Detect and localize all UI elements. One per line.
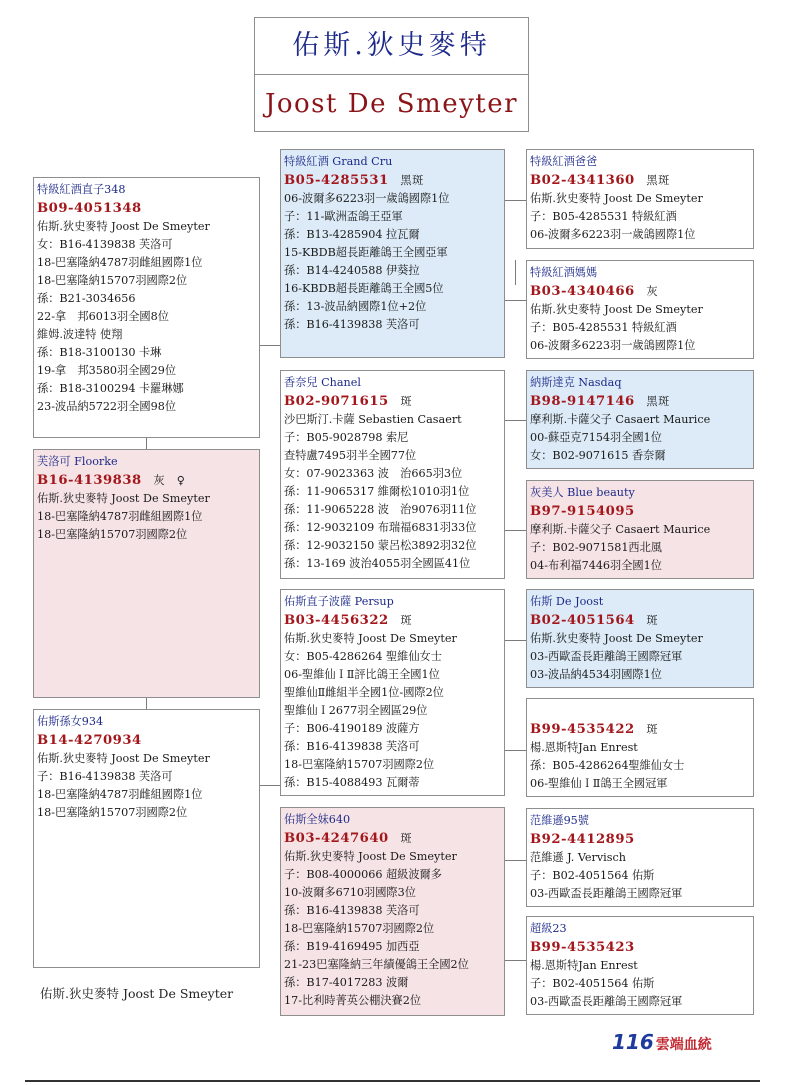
box-line: 06-波爾多6223羽一歲鴿國際1位 (530, 339, 696, 352)
connector-line (504, 960, 526, 961)
box-title: 佑斯直子波薩 Persup (284, 595, 394, 608)
box-line: 黑斑 (388, 174, 424, 187)
box-line: 子：B02-4051564 佑斯 (530, 977, 655, 990)
connector-line (504, 640, 526, 641)
box-line: 孫：B16-4139838 芙洛可 (284, 904, 420, 917)
site-logo (612, 1030, 712, 1054)
box-line: 06-波爾多6223羽一歲鴿國際1位 (530, 228, 696, 241)
connector-line (146, 697, 147, 709)
box-reg (530, 611, 753, 630)
box-line: 孫：B18-3100294 卡羅琳娜 (37, 382, 184, 395)
box-line: 19-拿 邦3580羽全國29位 (37, 364, 177, 377)
box-persup (280, 589, 505, 796)
box-line: 灰 ♀ (141, 474, 186, 487)
box-line: 孫：13-169 波治4055羽全國區41位 (284, 557, 471, 570)
name-english: Joost De Smeyter (264, 89, 519, 119)
box-full-sister (280, 807, 505, 1016)
box-line: 孫：B16-4139838 芙洛可 (284, 740, 420, 753)
box-line: B02-4051564 (530, 613, 635, 628)
box-reg: B99-4535423 (530, 940, 635, 955)
box-line: B02-9071615 (284, 394, 389, 409)
box-title: 特級紅酒 Grand Cru (284, 155, 393, 168)
box-line: 佑斯.狄史麥特 Joost De Smeyter (530, 303, 703, 316)
box-line: 18-巴塞隆納4787羽雌組國際1位 (37, 788, 203, 801)
box-line: 子：B06-4190189 波薩方 (284, 722, 420, 735)
box-line: 孫：B18-3100130 卡琳 (37, 346, 162, 359)
box-line: 18-巴塞隆納15707羽國際2位 (37, 806, 188, 819)
box-line: 斑 (388, 395, 413, 408)
box-line: 子：B05-4285531 特級紅酒 (530, 321, 677, 334)
box-line: 04-布利福7446羽全國1位 (530, 559, 662, 572)
box-line: 孫：B16-4139838 芙洛可 (284, 318, 420, 331)
box-line: 佑斯.狄史麥特 Joost De Smeyter (284, 850, 457, 863)
box-line: 孫：B05-4286264聖維仙女士 (530, 759, 685, 772)
box-reg: B92-4412895 (530, 832, 635, 847)
box-b99-4535422 (526, 698, 754, 797)
box-line: 03-波品納4534羽國際1位 (530, 668, 662, 681)
bottom-divider (25, 1080, 760, 1082)
box-line: 孫：11-9065228 波 治9076羽11位 (284, 503, 477, 516)
box-line: 孫：B19-4169495 加西亞 (284, 940, 420, 953)
box-line: 23-波品納5722羽全國98位 (37, 400, 177, 413)
box-reg: B97-9154095 (530, 504, 635, 519)
box-title: 佑斯 De Joost (530, 595, 604, 608)
box-reg (284, 171, 504, 190)
box-line: 18-巴塞隆納15707羽國際2位 (37, 274, 188, 287)
box-line: 18-巴塞隆納4787羽雌組國際1位 (37, 256, 203, 269)
box-title: 佑斯全妹640 (284, 813, 351, 826)
box-line: 維姆.波達特 使翔 (37, 328, 123, 341)
box-line: 佑斯.狄史麥特 Joost De Smeyter (530, 632, 703, 645)
connector-line (504, 300, 526, 301)
box-line: 佑斯.狄史麥特 Joost De Smeyter (37, 220, 210, 233)
box-line: 17-比利時菁英公棚決賽2位 (284, 994, 422, 1007)
box-line: 范維遜 J. Vervisch (530, 851, 626, 864)
box-title: 香奈兒 Chanel (284, 376, 361, 389)
box-chanel (280, 370, 505, 579)
box-title: 納斯達克 Nasdaq (530, 376, 622, 389)
box-line: 楊.恩斯特Jan Enrest (530, 959, 638, 972)
box-nasdaq (526, 370, 754, 469)
box-line: 03-西歐盃長距離鴿王國際冠軍 (530, 995, 683, 1008)
box-reg (530, 720, 753, 739)
box-line: 佑斯.狄史麥特 Joost De Smeyter (37, 752, 210, 765)
box-line: 16-KBDB超長距離鴿王全國5位 (284, 282, 444, 295)
bird-caption: 佑斯.狄史麥特 Joost De Smeyter (40, 986, 234, 1001)
box-line: 06-聖維仙ＩⅡ評比鴿王全國1位 (284, 668, 440, 681)
box-line: B03-4340466 (530, 284, 635, 299)
box-line: 楊.恩斯特Jan Enrest (530, 741, 638, 754)
pedigree-header (254, 17, 529, 132)
box-gc-father (526, 149, 754, 249)
box-line: B98-9147146 (530, 394, 635, 409)
connector-line (504, 860, 526, 861)
box-line: 孫：B14-4240588 伊葵拉 (284, 264, 420, 277)
box-line: 18-巴塞隆納15707羽國際2位 (37, 528, 188, 541)
box-title: 范維遜95號 (530, 814, 589, 827)
box-line: 聖維仙Ｉ2677羽全國區29位 (284, 704, 428, 717)
box-vervisch95 (526, 808, 754, 907)
box-super23 (526, 916, 754, 1015)
box-line: B02-4341360 (530, 173, 635, 188)
box-blue-beauty (526, 480, 754, 579)
box-line: 女：B16-4139838 芙洛可 (37, 238, 173, 251)
connector-line (504, 750, 526, 751)
box-line: 孫：B15-4088493 瓦爾蒂 (284, 776, 420, 789)
box-line: 黑斑 (634, 395, 670, 408)
box-line: 斑 (634, 614, 659, 627)
box-line: 子：B05-4285531 特級紅酒 (530, 210, 677, 223)
box-line: 03-西歐盃長距離鴿王國際冠軍 (530, 650, 683, 663)
box-line: B03-4456322 (284, 613, 389, 628)
box-line: B16-4139838 (37, 473, 142, 488)
box-reg (530, 392, 753, 411)
box-granddaughter (33, 709, 260, 968)
box-reg (284, 829, 504, 848)
box-line: 查特盧7495羽半全國77位 (284, 449, 417, 462)
box-line: 子：B16-4139838 芙洛可 (37, 770, 173, 783)
box-line: 女：07-9023363 波 治665羽3位 (284, 467, 463, 480)
box-line: 沙巴斯汀.卡薩 Sebastien Casaert (284, 413, 462, 426)
box-line: 06-聖維仙ＩⅡ鴿王全國冠軍 (530, 777, 668, 790)
box-line: B05-4285531 (284, 173, 389, 188)
box-line: 00-蘇亞克7154羽全國1位 (530, 431, 662, 444)
box-line: 孫：12-9032109 布瑞福6831羽33位 (284, 521, 477, 534)
box-line: B99-4535422 (530, 722, 635, 737)
box-title: 特級紅酒直子348 (37, 183, 126, 196)
box-line: 06-波爾多6223羽一歲鴿國際1位 (284, 192, 450, 205)
box-grand-cru (280, 149, 505, 358)
box-line: 聖維仙Ⅱ雌組半全國1位-國際2位 (284, 686, 444, 699)
box-reg (284, 392, 504, 411)
box-line: 黑斑 (634, 174, 670, 187)
box-line: 18-巴塞隆納15707羽國際2位 (284, 922, 435, 935)
box-title: 特級紅酒爸爸 (530, 155, 598, 168)
box-line: 孫：B21-3034656 (37, 292, 136, 305)
connector-line (504, 530, 526, 531)
box-line: 孫：B17-4017283 波爾 (284, 976, 409, 989)
box-line: 孫：B13-4285904 拉瓦爾 (284, 228, 420, 241)
box-dam (33, 449, 260, 698)
box-line: 斑 (388, 832, 413, 845)
connector-line (146, 437, 147, 449)
box-title: 超級23 (530, 922, 567, 935)
box-reg (284, 611, 504, 630)
box-line: 子：11-歐洲盃鴿王亞軍 (284, 210, 403, 223)
box-line: 18-巴塞隆納4787羽雌組國際1位 (37, 510, 203, 523)
box-line: 孫：11-9065317 維爾松1010羽1位 (284, 485, 470, 498)
box-title (530, 702, 753, 720)
box-line: B03-4247640 (284, 831, 389, 846)
box-reg: B09-4051348 (37, 201, 142, 216)
box-line: 斑 (634, 723, 659, 736)
logo-number: 116 (612, 1030, 654, 1054)
box-reg: B14-4270934 (37, 733, 142, 748)
box-line: 女：B05-4286264 聖維仙女士 (284, 650, 442, 663)
box-line: 子：B02-4051564 佑斯 (530, 869, 655, 882)
box-line: 灰 (634, 285, 659, 298)
box-line: 佑斯.狄史麥特 Joost De Smeyter (37, 492, 210, 505)
connector-line (504, 200, 526, 201)
box-line: 10-波爾多6710羽國際3位 (284, 886, 416, 899)
connector-line (515, 260, 516, 285)
box-title: 芙洛可 Floorke (37, 455, 118, 468)
box-line: 孫：13-波品納國際1位+2位 (284, 300, 427, 313)
box-reg (530, 282, 753, 301)
box-title: 灰美人 Blue beauty (530, 486, 635, 499)
box-line: 03-西歐盃長距離鴿王國際冠軍 (530, 887, 683, 900)
logo-text: 雲端血統 (655, 1037, 712, 1053)
box-reg (530, 171, 753, 190)
box-line: 斑 (388, 614, 413, 627)
box-line: 子：B08-4000066 超級波爾多 (284, 868, 442, 881)
box-sire (33, 177, 260, 438)
connector-line (260, 785, 280, 786)
box-reg (37, 471, 259, 490)
box-line: 孫：12-9032150 蒙呂松3892羽32位 (284, 539, 477, 552)
box-line: 佑斯.狄史麥特 Joost De Smeyter (284, 632, 457, 645)
box-line: 15-KBDB超長距離鴿王全國亞軍 (284, 246, 448, 259)
box-line: 18-巴塞隆納15707羽國際2位 (284, 758, 435, 771)
box-line: 子：B05-9028798 索尼 (284, 431, 409, 444)
box-line: 21-23巴塞隆納三年績優鴿王全國2位 (284, 958, 469, 971)
name-chinese: 佑斯.狄史麥特 (255, 18, 528, 75)
box-line: 女：B02-9071615 香奈爾 (530, 449, 666, 462)
box-line: 22-拿 邦6013羽全國8位 (37, 310, 169, 323)
box-title: 特級紅酒媽媽 (530, 266, 598, 279)
box-gc-mother (526, 260, 754, 359)
connector-line (504, 420, 526, 421)
box-line: 摩利斯.卡薩父子 Casaert Maurice (530, 413, 711, 426)
box-de-joost (526, 589, 754, 688)
box-line: 佑斯.狄史麥特 Joost De Smeyter (530, 192, 703, 205)
box-line: 摩利斯.卡薩父子 Casaert Maurice (530, 523, 711, 536)
box-title: 佑斯孫女934 (37, 715, 104, 728)
connector-line (260, 345, 280, 346)
box-line: 子：B02-9071581西北風 (530, 541, 662, 554)
